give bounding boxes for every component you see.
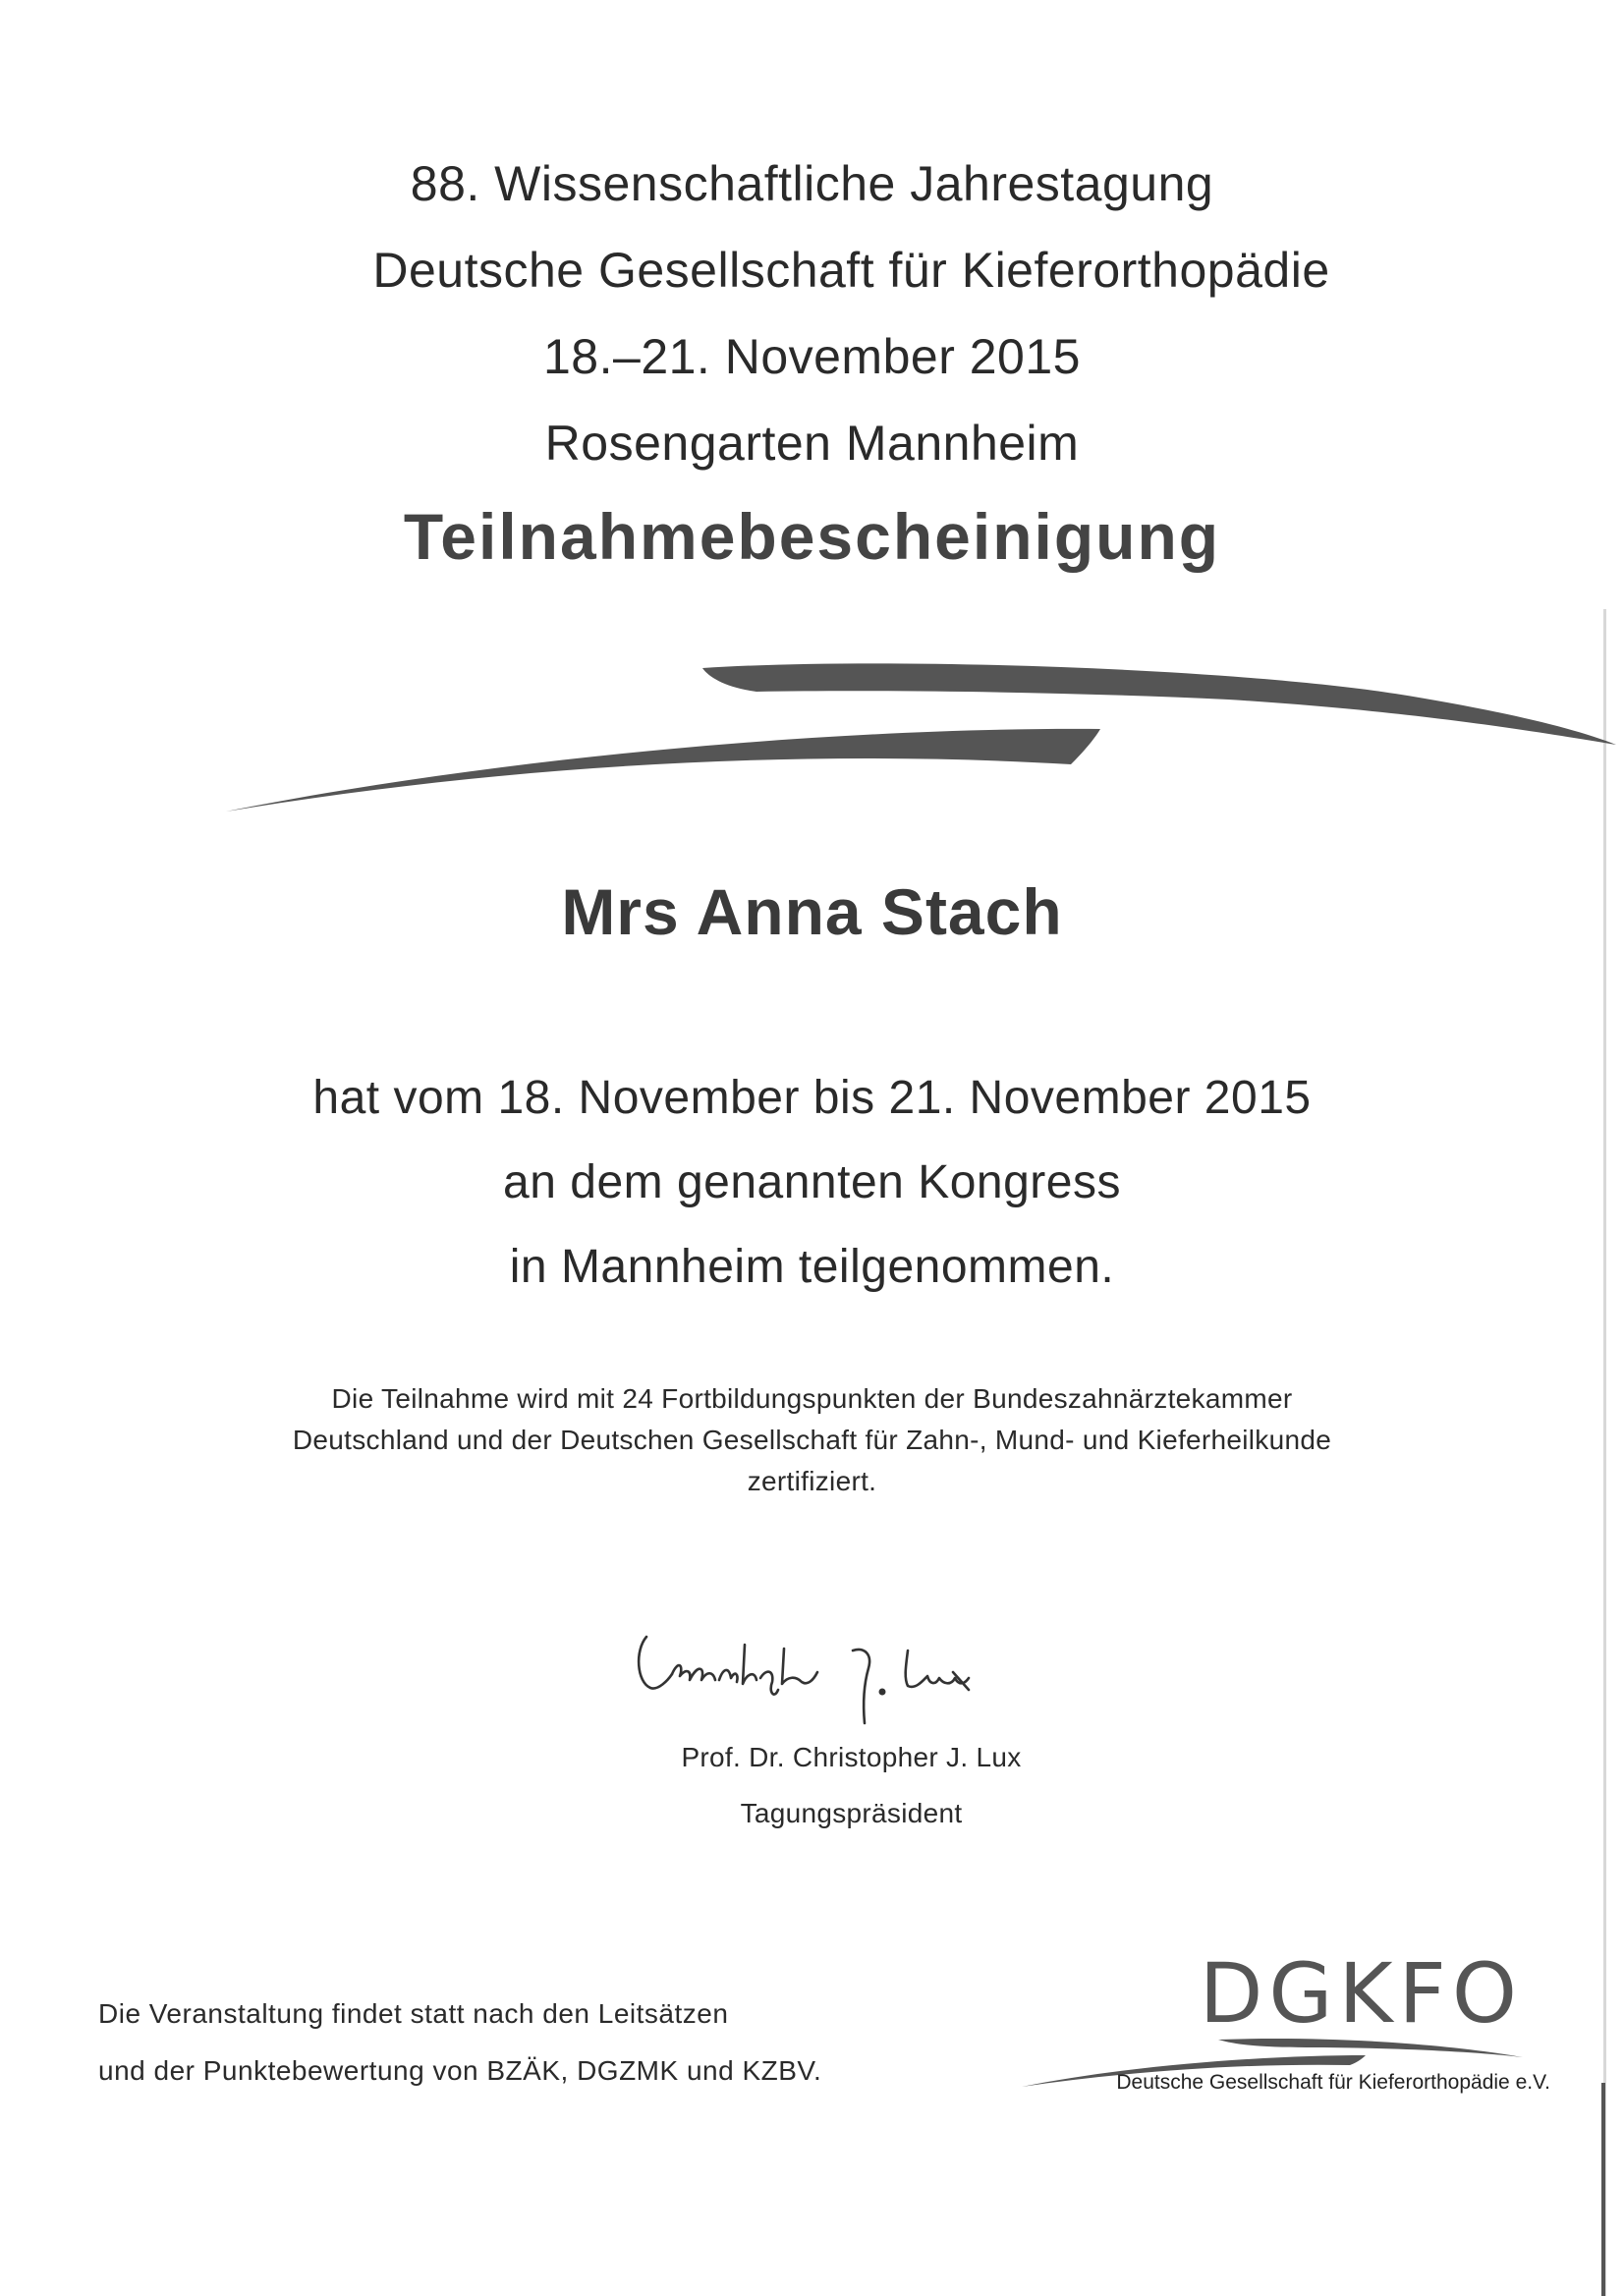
page-edge-shadow-dark: [1601, 2083, 1605, 2296]
signatory-name: Prof. Dr. Christopher J. Lux: [681, 1742, 1022, 1772]
footer-note-line-1: Die Veranstaltung findet statt nach den Leitsätzen: [98, 1998, 729, 2029]
certification-line-3: zertifiziert.: [747, 1466, 877, 1496]
logo-subtitle: Deutsche Gesellschaft für Kieferorthopädie e.V.: [1116, 2071, 1550, 2094]
footer-note-line-2: und der Punktebewertung von BZÄK, DGZMK und KZBV.: [98, 2055, 822, 2086]
decorative-swoosh: [0, 648, 1624, 845]
body-line-3: in Mannheim teilgenommen.: [509, 1241, 1115, 1293]
header-line-3: 18.–21. November 2015: [543, 329, 1081, 384]
handwritten-signature: [629, 1621, 1002, 1729]
body-line-2: an dem genannten Kongress: [503, 1156, 1121, 1208]
swoosh-upper: [702, 663, 1616, 745]
dgkfo-logo: [1012, 1945, 1562, 2112]
header-line-2: Deutsche Gesellschaft für Kieferorthopädie: [372, 243, 1330, 298]
certificate-title: Teilnahmebescheinigung: [403, 500, 1221, 573]
recipient-name: Mrs Anna Stach: [561, 875, 1063, 948]
certification-line-1: Die Teilnahme wird mit 24 Fortbildungspunkten der Bundeszahnärztekammer: [331, 1383, 1293, 1414]
certification-line-2: Deutschland und der Deutschen Gesellschaft für Zahn-, Mund- und Kieferheilkunde: [292, 1425, 1332, 1455]
logo-text: DGKFO: [1199, 1945, 1523, 2042]
swoosh-lower: [226, 729, 1100, 812]
body-line-1: hat vom 18. November bis 21. November 2015: [312, 1072, 1312, 1124]
header-line-4: Rosengarten Mannheim: [544, 416, 1080, 471]
header-line-1: 88. Wissenschaftliche Jahrestagung: [410, 156, 1214, 211]
signatory-role: Tagungspräsident: [740, 1798, 963, 1828]
